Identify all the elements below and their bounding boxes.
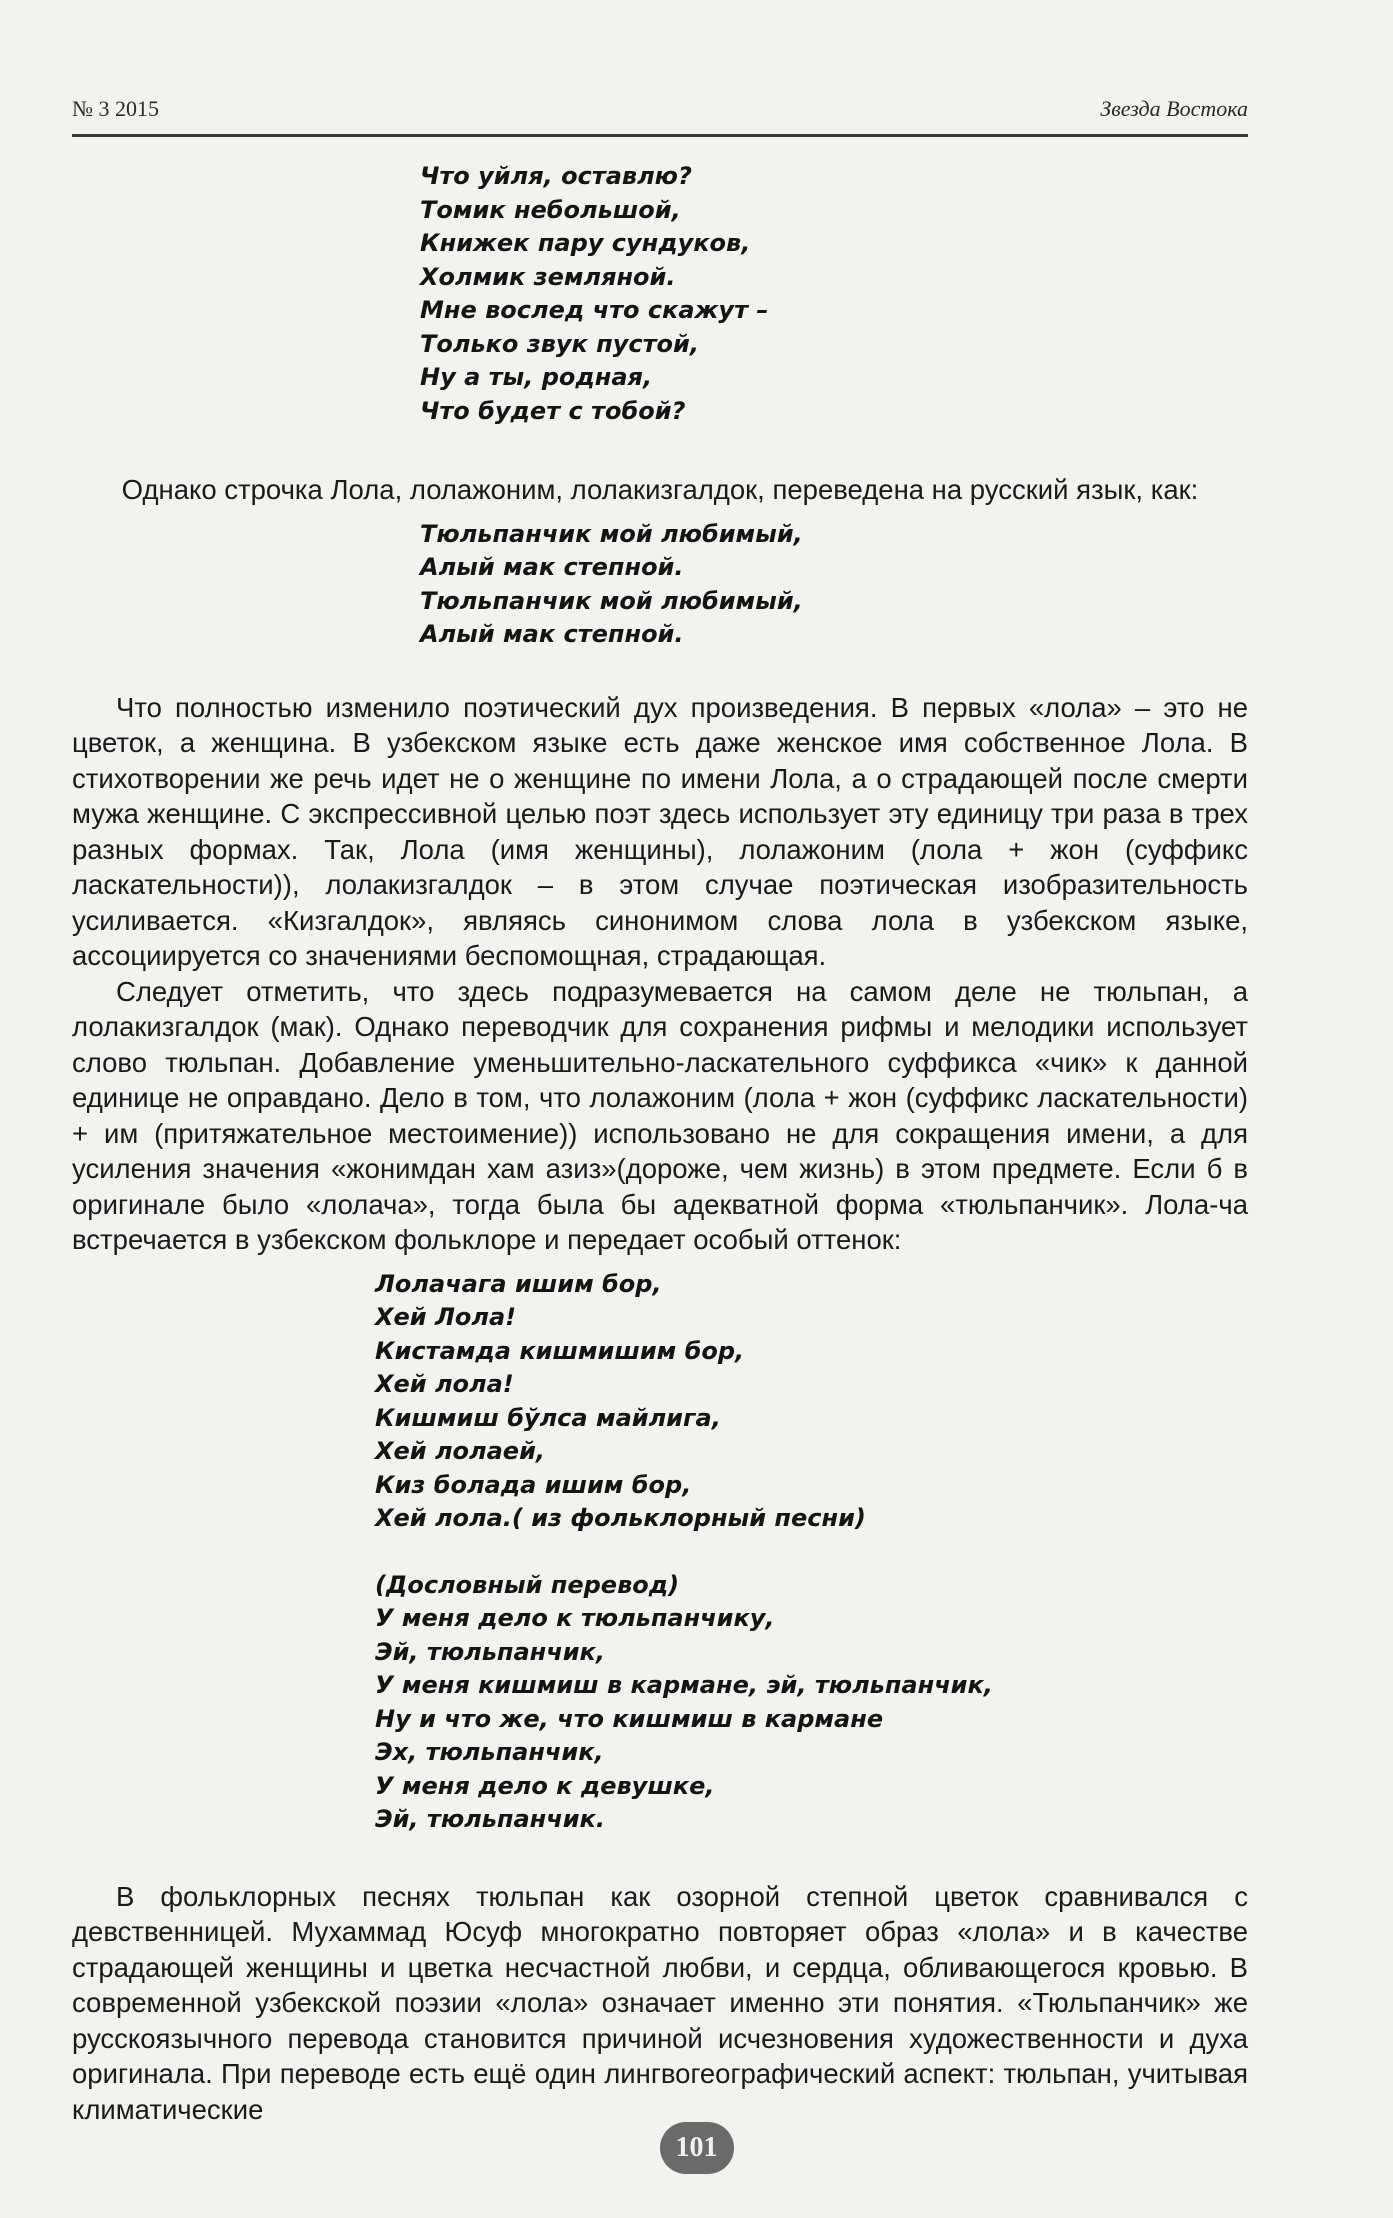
poem-line: Кистамда кишмишим бор, [375, 1336, 745, 1365]
poem-line: Мне вослед что скажут – [420, 296, 769, 324]
poem-line: (Дословный перевод) [375, 1570, 680, 1599]
poem-line: Что уйля, оставлю? [420, 162, 692, 190]
running-header [72, 94, 1248, 137]
poem-line: Тюльпанчик мой любимый, [420, 519, 803, 548]
paragraph-2: Следует отметить, что здесь подразумевается на самом деле не тюльпан, а лолакизгалдок (мак). Однако переводчик для сохранения рифмы и мелодики использует слово тюльпан. Добавление уменьшительно-ласкательного суффикса «чик» к данной единице не оправдано. Дело в том, что лолажоним (лола + жон (суффикс ласкательности) + им (притяжательное местоимение)) использовано не для сокращения имени, а для усиления значения «жонимдан хам азиз»(дороже, чем жизнь) в этом предмете. Если б в оригинале было «лолача», тогда была бы адекватной форма «тюльпанчик». Лола-ча встречается в узбекском фольклоре и передает особый оттенок: [72, 975, 1248, 1255]
poem-line: Эх, тюльпанчик, [375, 1738, 604, 1766]
poem-line: Хей лола! [375, 1370, 514, 1398]
poem-line: Что будет с тобой? [420, 396, 686, 425]
poem-line: Хей лола.( из фольклорный песни) [375, 1504, 866, 1532]
poem-line: Ну и что же, что кишмиш в кармане [375, 1704, 884, 1733]
magazine-title: Звезда Востока [1100, 96, 1248, 121]
poem-line: Эй, тюльпанчик, [375, 1637, 605, 1666]
poem-line: Только звук пустой, [420, 329, 699, 358]
page-number: 101 [660, 2122, 734, 2174]
poem-line: Лолачага ишим бор, [375, 1269, 662, 1298]
poem-line: У меня дело к девушке, [375, 1771, 715, 1800]
issue-number: № 3 2015 [72, 96, 159, 121]
poem-line: У меня кишмиш в кармане, эй, тюльпанчик, [375, 1671, 993, 1699]
poem-line: Хей Лола! [375, 1303, 517, 1331]
poem-line: Книжек пару сундуков, [420, 229, 751, 257]
poem-stanza-1 [420, 160, 1248, 428]
poem-line: Ну а ты, родная, [420, 363, 653, 391]
poem-line: У меня дело к тюльпанчику, [375, 1604, 775, 1632]
poem-line: Алый мак степной. [420, 620, 684, 648]
poem-stanza-3 [375, 1268, 1248, 1536]
page-footer [0, 2122, 1393, 2174]
poem-stanza-4 [375, 1569, 1248, 1837]
paragraph-1: Что полностью изменило поэтический дух произведения. В первых «лола» – это не цветок, а женщина. В узбекском языке есть даже женское имя собственное Лола. В стихотворении же речь идет не о женщине по имени Лола, а о страдающей после смерти мужа женщине. С экспрессивной целью поэт здесь использует эту единицу три раза в трех разных формах. Так, Лола (имя женщины), лолажоним (лола + жон (суффикс ласкательности)), лолакизгалдок – в этом случае поэтическая изобразительность усиливается. «Кизгалдок», являясь синонимом слова лола в узбекском языке, ассоциируется со значениями беспомощная, страдающая. [72, 691, 1248, 971]
poem-stanza-2 [420, 518, 1248, 652]
poem-line: Хей лолаей, [375, 1437, 546, 1465]
article-body [72, 160, 1248, 2127]
poem-line: Алый мак степной. [420, 553, 684, 581]
intro-paragraph: Однако строчка Лола, лолажоним, лолакизгалдок, переведена на русский язык, как: [121, 474, 1199, 505]
poem-line: Тюльпанчик мой любимый, [420, 586, 803, 615]
poem-line: Холмик земляной. [420, 262, 676, 291]
poem-line: Кишмиш бўлса майлига, [375, 1403, 721, 1432]
poem-line: Томик небольшой, [420, 195, 681, 224]
poem-line: Киз болада ишим бор, [375, 1470, 692, 1499]
poem-line: Эй, тюльпанчик. [375, 1805, 605, 1833]
paragraph-3: В фольклорных песнях тюльпан как озорной степной цветок сравнивался с девственницей. Мухаммад Юсуф многократно повторяет образ «лола» и в качестве страдающей женщины и цветка несчастной любви, и сердца, обливающегося кровью. В современной узбекской поэзии «лола» означает именно эти понятия. «Тюльпанчик» же русскоязычного перевода становится причиной исчезновения художественности и духа оригинала. При переводе есть ещё один лингвогеографический аспект: тюльпан, учитывая климатические [72, 1880, 1248, 2125]
